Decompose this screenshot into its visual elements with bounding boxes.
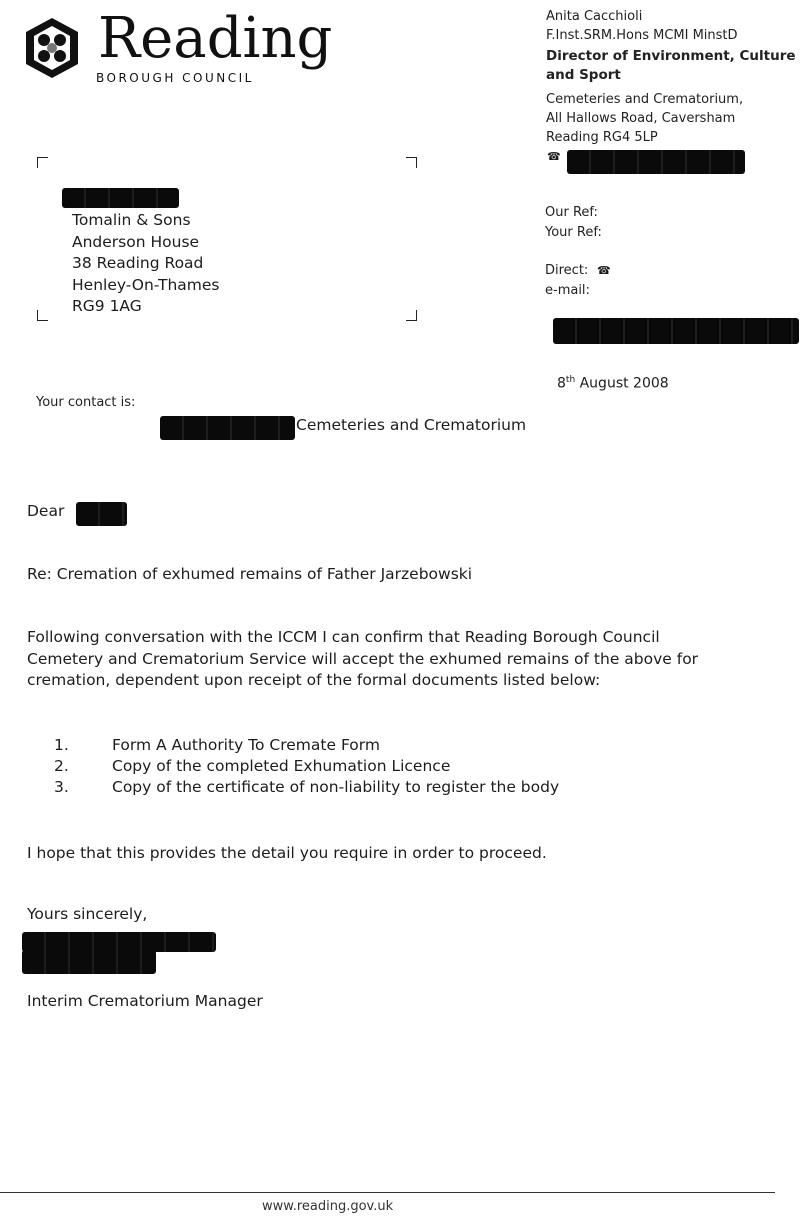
subject-line: Re: Cremation of exhumed remains of Father Jarzebowski (27, 565, 473, 583)
footer-divider (0, 1192, 775, 1193)
address-corner-bottom-right (406, 310, 417, 321)
redacted-phone (567, 150, 745, 174)
telephone-icon: ☎ (547, 150, 561, 163)
list-item (54, 757, 450, 775)
list-item-number: 2. (54, 757, 69, 775)
redacted-contact-name (160, 416, 295, 440)
sender-address-line1: Cemeteries and Crematorium, (546, 92, 744, 107)
sender-title-line2: and Sport (546, 67, 621, 83)
recipient-line3: 38 Reading Road (72, 254, 204, 272)
date-suffix: th (565, 375, 576, 385)
signatory-title: Interim Crematorium Manager (27, 992, 263, 1010)
recipient-line1: Tomalin & Sons (72, 211, 191, 229)
signoff: Yours sincerely, (27, 905, 148, 923)
address-corner-top-left (37, 157, 48, 168)
recipient-line2: Anderson House (72, 233, 200, 251)
redacted-signature-bottom (22, 950, 156, 974)
list-item-text: Form A Authority To Cremate Form (112, 736, 380, 754)
contact-department: Cemeteries and Crematorium (296, 416, 527, 434)
paragraph-line3: cremation, dependent upon receipt of the formal documents listed below: (27, 671, 601, 689)
sender-title-line1: Director of Environment, Culture (546, 48, 796, 64)
contact-label: Your contact is: (36, 395, 136, 410)
sender-name: Anita Cacchioli (546, 9, 643, 24)
your-ref-label: Your Ref: (545, 225, 602, 240)
council-crest-icon (20, 16, 84, 80)
date-rest: August 2008 (575, 375, 669, 392)
footer-website-link[interactable]: www.reading.gov.uk (262, 1199, 394, 1214)
telephone-icon: ☎ (597, 264, 611, 277)
list-item-text: Copy of the certificate of non-liability to register the body (112, 778, 560, 796)
date-day: 8 (557, 375, 566, 392)
email-label: e-mail: (545, 283, 590, 298)
our-ref-label: Our Ref: (545, 205, 598, 220)
redacted-signature-top (22, 932, 216, 952)
list-item-number: 3. (54, 778, 69, 796)
list-item (54, 778, 559, 796)
closing-paragraph: I hope that this provides the detail you require in order to proceed. (27, 844, 547, 862)
sender-address-line2: All Hallows Road, Caversham (546, 111, 736, 126)
letter-date (557, 375, 669, 392)
list-item (54, 736, 380, 754)
recipient-line4: Henley-On-Thames (72, 276, 220, 294)
recipient-line5: RG9 1AG (72, 297, 142, 315)
logo-subtitle: BOROUGH COUNCIL (96, 71, 254, 85)
logo-wordmark: Reading (98, 6, 333, 71)
direct-label: Direct: (545, 263, 589, 278)
redacted-email (553, 318, 799, 344)
paragraph-line1: Following conversation with the ICCM I can confirm that Reading Borough Council (27, 628, 660, 646)
council-logo (18, 6, 333, 85)
sender-address-line3: Reading RG4 5LP (546, 130, 658, 145)
list-item-number: 1. (54, 736, 69, 754)
redacted-recipient-name (62, 188, 179, 208)
address-corner-bottom-left (37, 310, 48, 321)
paragraph-line2: Cemetery and Crematorium Service will accept the exhumed remains of the above for (27, 650, 699, 668)
address-corner-top-right (406, 157, 417, 168)
list-item-text: Copy of the completed Exhumation Licence (112, 757, 451, 775)
redacted-salutation-name (76, 502, 127, 526)
sender-qualifications: F.Inst.SRM.Hons MCMI MinstD (546, 28, 738, 43)
salutation: Dear (27, 502, 65, 520)
